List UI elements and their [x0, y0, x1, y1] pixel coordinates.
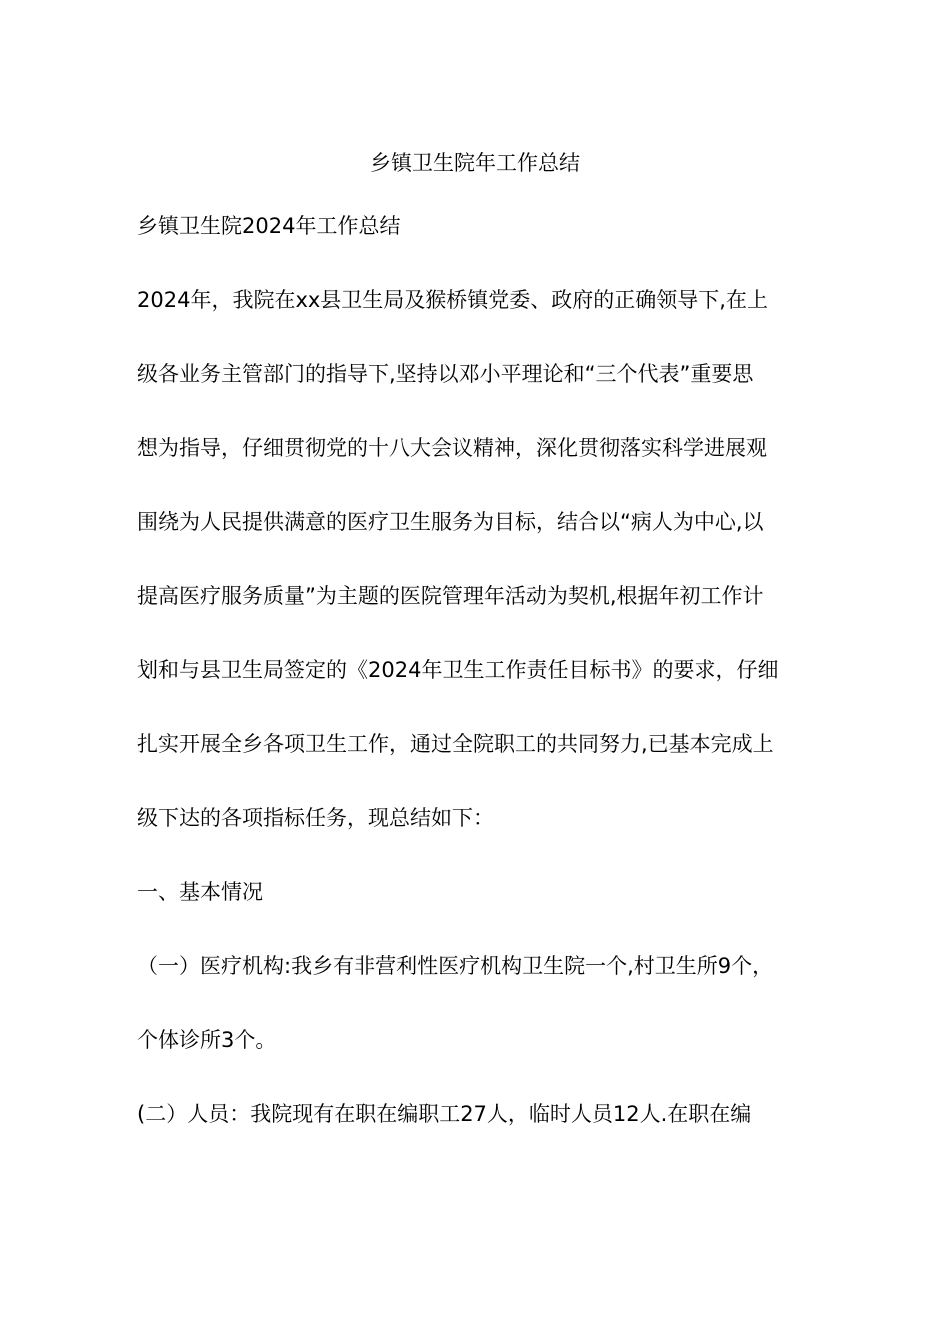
paragraph-line: 围绕为人民提供满意的医疗卫生服务为目标，结合以“病人为中心,以	[137, 510, 764, 534]
paragraph-line: (二）人员：我院现有在职在编职工27人，临时人员12人.在职在编	[137, 1102, 752, 1126]
subtitle-line: 乡镇卫生院2024年工作总结	[137, 214, 401, 238]
paragraph-line: （一）医疗机构:我乡有非营利性医疗机构卫生院一个,村卫生所9个，	[137, 954, 774, 978]
paragraph-line: 2024年，我院在xx县卫生局及猴桥镇党委、政府的正确领导下,在上	[137, 288, 768, 312]
paragraph-line: 扎实开展全乡各项卫生工作，通过全院职工的共同努力,已基本完成上	[137, 732, 774, 756]
paragraph-line: 划和与县卫生局签定的《2024年卫生工作责任目标书》的要求，仔细	[137, 658, 779, 682]
section-heading: 一、基本情况	[137, 880, 263, 904]
paragraph-line: 个体诊所3个。	[137, 1028, 277, 1052]
paragraph-line: 想为指导，仔细贯彻党的十八大会议精神，深化贯彻落实科学进展观	[137, 436, 767, 460]
document-title: 乡镇卫生院年工作总结	[370, 151, 580, 175]
paragraph-line: 级下达的各项指标任务，现总结如下：	[137, 806, 494, 830]
paragraph-line: 级各业务主管部门的指导下,坚持以邓小平理论和“三个代表”重要思	[137, 362, 754, 386]
paragraph-line: 提高医疗服务质量”为主题的医院管理年活动为契机,根据年初工作计	[137, 584, 764, 608]
